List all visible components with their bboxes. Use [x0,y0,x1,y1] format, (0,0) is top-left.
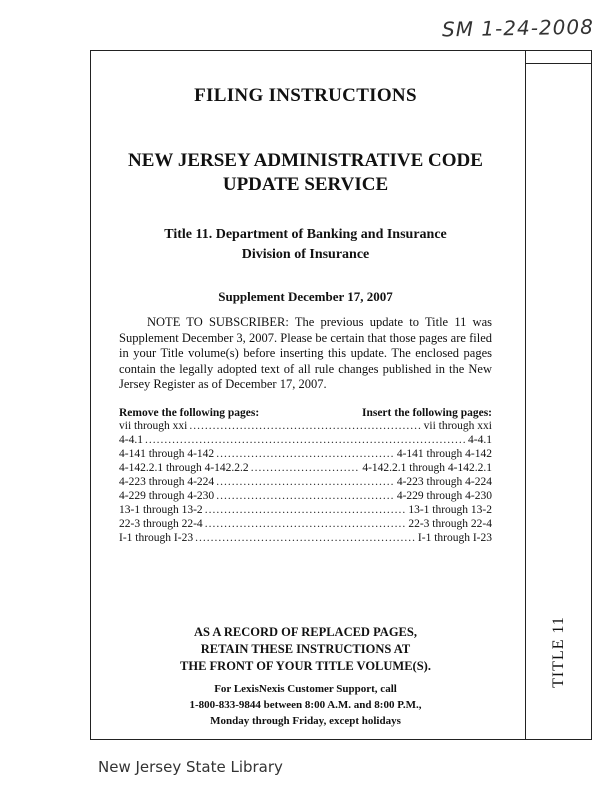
library-stamp: New Jersey State Library [98,758,283,776]
remove-pages-cell: 4-142.2.1 through 4-142.2.2 [119,461,249,474]
title-info-line2: Division of Insurance [241,247,370,262]
code-title [119,149,492,197]
insert-pages-cell: vii through xxi [423,419,492,432]
title-tab [546,607,572,697]
insert-header: Insert the following pages: [361,406,492,419]
supplement-date: Supplement December 17, 2007 [218,289,393,304]
table-row [119,447,492,461]
dot-leader [216,475,395,489]
remove-header: Remove the following pages: [119,406,260,419]
insert-pages-cell: 4-141 through 4-142 [396,447,492,460]
sidebar-top-box [526,51,591,64]
document-content [119,85,492,545]
insert-pages-cell: I-1 through I-23 [417,531,492,544]
insert-pages-cell: 4-223 through 4-224 [396,475,492,488]
insert-pages-cell: 13-1 through 13-2 [408,503,492,516]
title-info-line1: Title 11. Department of Banking and Insurance [164,227,447,242]
dot-leader [216,489,395,503]
table-row [119,503,492,517]
support-line3: Monday through Friday, except holidays [210,715,401,727]
subscriber-note: NOTE TO SUBSCRIBER: The previous update to Title 11 was Supplement December 3, 2007. Please be certain that those pages are filed in your Title volume(s) before inserting this update. The enclosed pages contain the legally adopted text of all rule changes published in the New Jersey Register as of December 17, 2007. [119,315,492,391]
remove-pages-cell: 4-141 through 4-142 [119,447,215,460]
page-title: FILING INSTRUCTIONS [194,85,417,106]
table-row [119,489,492,503]
pages-table-header [119,407,492,419]
title-tab-sidebar [525,51,591,739]
remove-pages-cell: 4-223 through 4-224 [119,475,215,488]
record-notice [119,624,492,675]
code-title-line1: NEW JERSEY ADMINISTRATIVE CODE [128,150,483,171]
remove-pages-cell: 13-1 through 13-2 [119,503,203,516]
pages-table [119,407,492,545]
document-frame [90,50,592,740]
dot-leader [216,447,395,461]
support-line2: 1-800-833-9844 between 8:00 A.M. and 8:00 P.M., [189,699,422,711]
table-row [119,531,492,545]
customer-support [119,681,492,729]
insert-pages-cell: 22-3 through 22-4 [408,517,492,530]
table-row [119,475,492,489]
dot-leader [251,461,361,475]
remove-pages-cell: I-1 through I-23 [119,531,194,544]
dot-leader [205,517,407,531]
table-row [119,517,492,531]
record-notice-line3: THE FRONT OF YOUR TITLE VOLUME(S). [180,659,431,673]
remove-pages-cell: 4-4.1 [119,433,143,446]
dot-leader [189,419,421,433]
table-row [119,461,492,475]
code-title-line2: UPDATE SERVICE [222,174,389,195]
record-notice-line2: RETAIN THESE INSTRUCTIONS AT [200,642,411,656]
insert-pages-cell: 4-4.1 [468,433,492,446]
insert-pages-cell: 4-229 through 4-230 [396,489,492,502]
remove-pages-cell: 4-229 through 4-230 [119,489,215,502]
table-row [119,433,492,447]
dot-leader [145,433,466,447]
dot-leader [205,503,407,517]
pages-table-rows [119,419,492,545]
table-row [119,419,492,433]
title-info [119,225,492,265]
dot-leader [195,531,416,545]
handwritten-note: SM 1-24-2008 [441,14,595,42]
remove-pages-cell: 22-3 through 22-4 [119,517,203,530]
title-tab-label: TITLE 11 [550,616,567,688]
record-notice-line1: AS A RECORD OF REPLACED PAGES, [194,625,417,639]
support-line1: For LexisNexis Customer Support, call [214,683,397,695]
insert-pages-cell: 4-142.2.1 through 4-142.2.1 [362,461,492,474]
remove-pages-cell: vii through xxi [119,419,188,432]
